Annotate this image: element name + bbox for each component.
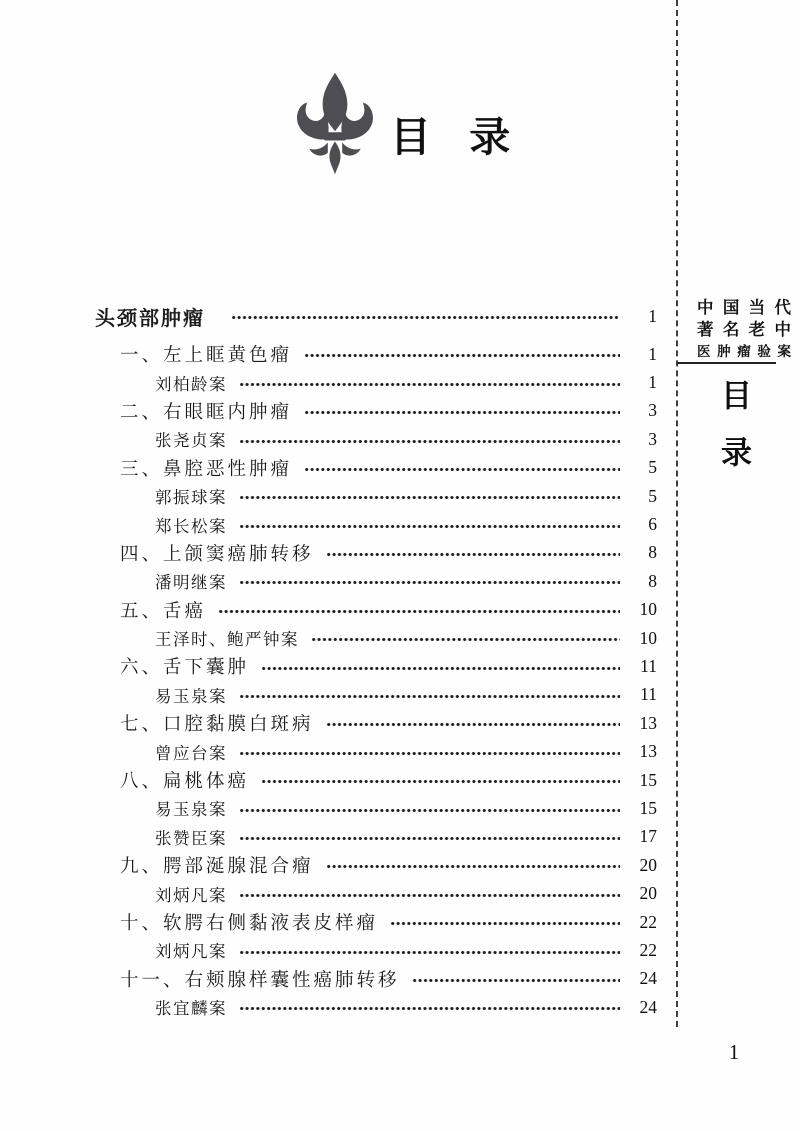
seal-glyph: 名 bbox=[722, 320, 740, 339]
page-title: 目 录 bbox=[390, 114, 519, 160]
toc-entry-page-number: 22 bbox=[639, 911, 657, 932]
toc-entry-label: 张宜麟案 bbox=[155, 1000, 227, 1019]
seal-glyph: 著 bbox=[697, 320, 714, 339]
toc-entry-label: 潘明继案 bbox=[155, 574, 227, 593]
toc-entry-case bbox=[95, 681, 657, 709]
seal-glyph: 中 bbox=[697, 298, 714, 317]
toc-entry-page-number: 17 bbox=[639, 826, 657, 847]
toc-entry-label: 四、上颌窦癌肺转移 bbox=[120, 542, 314, 564]
dot-leader bbox=[326, 709, 620, 737]
toc-entry-label: 刘炳凡案 bbox=[155, 943, 227, 962]
toc-entry-page-number: 15 bbox=[639, 797, 657, 818]
dot-leader bbox=[304, 340, 620, 368]
toc-entry-label: 曾应台案 bbox=[155, 744, 227, 763]
toc-entry-label: 刘柏龄案 bbox=[155, 375, 227, 394]
toc-entry-page-number: 10 bbox=[639, 627, 657, 648]
toc-entry-case bbox=[95, 510, 657, 538]
dot-leader bbox=[239, 936, 620, 964]
toc-entry-page-number: 8 bbox=[648, 542, 657, 563]
toc-entry-case bbox=[95, 794, 657, 822]
toc-entry-page-number: 15 bbox=[639, 769, 657, 790]
toc-entry-section bbox=[95, 454, 657, 482]
seal-glyph: 验 bbox=[757, 344, 771, 359]
toc-entry-case bbox=[95, 993, 657, 1021]
seal-glyph: 老 bbox=[748, 320, 766, 339]
toc-entry-section bbox=[95, 596, 657, 624]
toc-entry-page-number: 5 bbox=[648, 457, 657, 478]
dot-leader bbox=[304, 454, 620, 482]
toc-entry-label: 易玉泉案 bbox=[155, 687, 227, 706]
toc-entry-section bbox=[95, 340, 657, 368]
dot-leader bbox=[239, 482, 620, 510]
toc-entry-label: 郭振球案 bbox=[155, 489, 227, 508]
toc-entry-label: 七、口腔黏膜白斑病 bbox=[120, 713, 314, 735]
seal-row bbox=[697, 319, 791, 341]
toc-entry-section bbox=[95, 652, 657, 680]
toc-entry-section bbox=[95, 766, 657, 794]
seal-glyph: 当 bbox=[748, 298, 766, 317]
toc-entry-page-number: 24 bbox=[639, 968, 657, 989]
dot-leader bbox=[261, 766, 620, 794]
seal-row bbox=[697, 297, 791, 319]
dot-leader bbox=[239, 993, 620, 1021]
toc-entry-page-number: 1 bbox=[648, 343, 657, 364]
seal-row bbox=[697, 341, 791, 363]
toc-entry-page-number: 11 bbox=[640, 684, 657, 705]
toc-entry-label: 三、鼻腔恶性肿瘤 bbox=[120, 457, 293, 479]
toc-entry-label: 张尧贞案 bbox=[155, 432, 227, 451]
toc-entry-label: 头颈部肿瘤 bbox=[95, 307, 205, 330]
toc-entry-page-number: 1 bbox=[648, 372, 657, 393]
fleur-de-lis-icon bbox=[296, 71, 374, 175]
toc-entry-chapter bbox=[95, 300, 657, 332]
dot-leader bbox=[261, 652, 620, 680]
book-title-seal-script bbox=[697, 297, 791, 363]
toc-entry-section bbox=[95, 539, 657, 567]
toc-entry-case bbox=[95, 368, 657, 396]
sidebar-dashed-divider bbox=[676, 0, 678, 1027]
dot-leader bbox=[239, 879, 620, 907]
toc-entry-page-number: 20 bbox=[639, 854, 657, 875]
toc-entry-section bbox=[95, 709, 657, 737]
toc-entry-page-number: 22 bbox=[639, 939, 657, 960]
toc-entry-section bbox=[95, 965, 657, 993]
toc-entry-page-number: 1 bbox=[648, 305, 657, 326]
toc-entry-label: 刘炳凡案 bbox=[155, 886, 227, 905]
seal-glyph: 代 bbox=[774, 298, 791, 317]
toc-entry-section bbox=[95, 908, 657, 936]
toc-entry-case bbox=[95, 879, 657, 907]
toc-entry-case bbox=[95, 567, 657, 595]
toc-entry-page-number: 6 bbox=[648, 514, 657, 535]
dot-leader bbox=[239, 510, 620, 538]
toc-entry-page-number: 5 bbox=[648, 485, 657, 506]
dot-leader bbox=[239, 823, 620, 851]
dot-leader bbox=[239, 794, 620, 822]
dot-leader bbox=[311, 624, 620, 652]
toc-entry-page-number: 8 bbox=[648, 570, 657, 591]
toc-entry-label: 六、舌下囊肿 bbox=[120, 656, 250, 678]
toc-entry-case bbox=[95, 482, 657, 510]
dot-leader bbox=[231, 300, 620, 332]
sidebar-section-label: 目录 bbox=[716, 379, 751, 493]
toc-entry-label: 郑长松案 bbox=[155, 517, 227, 536]
seal-glyph: 中 bbox=[774, 320, 791, 339]
dot-leader bbox=[239, 737, 620, 765]
seal-glyph: 肿 bbox=[717, 344, 731, 359]
toc-entry-page-number: 11 bbox=[640, 655, 657, 676]
toc-entry-case bbox=[95, 624, 657, 652]
toc-entry-case bbox=[95, 425, 657, 453]
toc-entry-page-number: 3 bbox=[648, 400, 657, 421]
toc-entry-page-number: 20 bbox=[639, 883, 657, 904]
toc-entry-label: 五、舌癌 bbox=[120, 599, 207, 621]
toc-entry-label: 易玉泉案 bbox=[155, 801, 227, 820]
dot-leader bbox=[218, 596, 620, 624]
toc-entry-label: 九、腭部涎腺混合瘤 bbox=[120, 855, 314, 877]
toc-entry-section bbox=[95, 397, 657, 425]
toc-entry-case bbox=[95, 823, 657, 851]
toc-entry-section bbox=[95, 851, 657, 879]
toc-entry-label: 一、左上眶黄色瘤 bbox=[120, 344, 293, 366]
toc-list bbox=[95, 300, 657, 1021]
dot-leader bbox=[239, 425, 620, 453]
toc-entry-case bbox=[95, 737, 657, 765]
toc-entry-page-number: 13 bbox=[639, 741, 657, 762]
toc-entry-page-number: 10 bbox=[639, 599, 657, 620]
dot-leader bbox=[390, 908, 620, 936]
dot-leader bbox=[326, 851, 620, 879]
toc-entry-label: 张赞臣案 bbox=[155, 829, 227, 848]
sidebar-horizontal-rule bbox=[677, 362, 776, 364]
seal-glyph: 案 bbox=[777, 344, 791, 359]
dot-leader bbox=[239, 567, 620, 595]
seal-glyph: 国 bbox=[722, 298, 740, 317]
toc-entry-page-number: 24 bbox=[639, 996, 657, 1017]
toc-entry-case bbox=[95, 936, 657, 964]
toc-entry-page-number: 3 bbox=[648, 428, 657, 449]
dot-leader bbox=[239, 368, 620, 396]
toc-entry-label: 王泽时、鲍严钟案 bbox=[155, 631, 299, 650]
dot-leader bbox=[239, 681, 620, 709]
toc-entry-label: 十、软腭右侧黏液表皮样瘤 bbox=[120, 912, 379, 933]
dot-leader bbox=[412, 965, 620, 993]
toc-entry-label: 八、扁桃体癌 bbox=[120, 770, 250, 792]
toc-entry-label: 二、右眼眶内肿瘤 bbox=[120, 400, 293, 422]
toc-entry-label: 十一、右颊腺样囊性癌肺转移 bbox=[120, 968, 400, 990]
toc-entry-page-number: 13 bbox=[639, 712, 657, 733]
seal-glyph: 瘤 bbox=[737, 344, 751, 359]
seal-glyph: 医 bbox=[697, 344, 711, 359]
dot-leader bbox=[326, 539, 620, 567]
dot-leader bbox=[304, 397, 620, 425]
page-number: 1 bbox=[728, 1040, 740, 1064]
